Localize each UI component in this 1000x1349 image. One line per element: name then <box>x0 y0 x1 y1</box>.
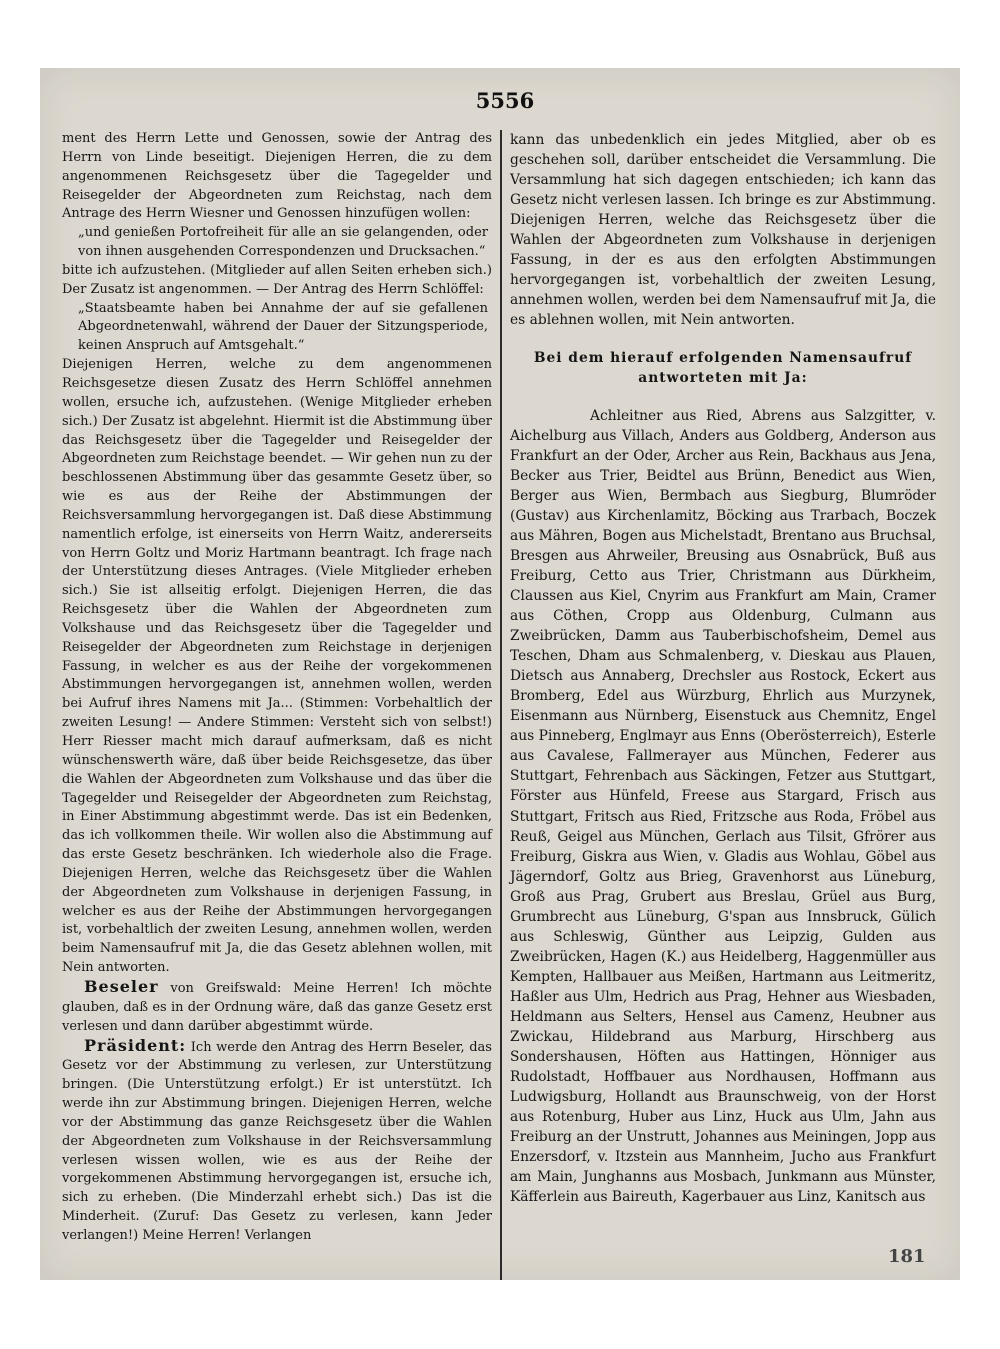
left-paragraph-3: Diejenigen Herren, welche zu dem angenommenen Reichsgesetze diesen Zusatz des Herrn Schlöffel annehmen wollen, ersuche ich, aufzustehen. (Wenige Mitglieder erheben sich.) Der Zusatz ist abgelehnt. Hiermit ist die Abstimmung über das Reichsgesetz über die Tagegelder und Reisegelder der Abgeordneten zum Reichstage beendet. — Wir gehen nun zu der beschlossenen Abstimmung über das gesammte Gesetz über, so wie es aus der Reihe der Abstimmungen der Reichsversammlung hervorgegangen ist. Daß diese Abstimmung namentlich erfolge, ist einerseits von Herrn Waitz, andererseits von Herrn Goltz und Moriz Hartmann beantragt. Ich frage nach der Unterstützung dieses Antrages. (Viele Mitglieder erheben sich.) Sie ist allseitig erfolgt. Diejenigen Herren, die das Reichsgesetz über die Wahlen der Abgeordneten zum Volkshause und das Reichsgesetz über die Tagegelder und Reisegelder der Abgeordneten zum Reichstage in derjenigen Fassung, in welcher es aus der Reihe der vorgekommenen Abstimmungen hervorgegangen ist, annehmen wollen, werden bei Aufruf ihres Namens mit Ja... (Stimmen: Vorbehaltlich der zweiten Lesung! — Andere Stimmen: Versteht sich von selbst!) Herr Riesser macht mich darauf aufmerksam, daß es nicht wünschenswerth wäre, daß über beide Reichsgesetze, das über die Wahlen der Abgeordneten zum Volkshause und das über die Tagegelder und Reisegelder der Abgeordneten zum Reichstag, in Einer Abstimmung abgestimmt werde. Das ist ein Bedenken, das ich vollkommen theile. Wir wollen also die Abstimmung auf das erste Gesetz beschränken. Ich wiederhole also die Frage. Diejenigen Herren, welche das Reichsgesetz über die Wahlen der Abgeordneten zum Volkshause in derjenigen Fassung, in welcher es aus der Reihe der Abstimmungen hervorgegangen ist, vorbehaltlich der zweiten Lesung, annehmen wollen, werden beim Namensaufruf mit Ja, die das Gesetz ablehnen wollen, mit Nein antworten. <box>62 357 492 976</box>
page-number: 5556 <box>475 88 535 113</box>
spacer <box>510 330 936 348</box>
beseler-text: von Greifswald: Meine Herren! Ich möchte glauben, daß es in der Ordnung wäre, daß das ganze Gesetz erst verlesen und dann darüber abgestimmt würde. <box>62 980 492 1034</box>
right-paragraph-1: kann das unbedenklich ein jedes Mitglied, aber ob es geschehen soll, darüber entscheidet die Versammlung. Die Versammlung hat sich dagegen entschieden; ich kann das Gesetz nicht verlesen lassen. Ich bringe es zur Abstimmung. Diejenigen Herren, welche das Reichsgesetz über die Wahlen der Abgeordneten zum Volkshause in derjenigen Fassung, in der es aus den erfolgten Abstimmungen hervorgegangen ist, vorbehaltlich der zweiten Lesung, annehmen wollen, werden bei dem Namensaufruf mit Ja, die es ablehnen wollen, mit Nein antworten. <box>510 132 936 329</box>
speaker-president: Präsident: <box>84 1035 187 1055</box>
quoted-amendment-portofreiheit: „und genießen Portofreiheit für alle an sie gelangenden, oder von ihnen ausgehenden Correspondenzen und Drucksachen.“ <box>78 225 488 260</box>
roll-call-heading: Bei dem hierauf erfolgenden Namensaufruf antworteten mit Ja: <box>533 350 913 387</box>
spacer <box>510 388 936 406</box>
right-column <box>510 130 936 1207</box>
president-text: Ich werde den Antrag des Herrn Beseler, das Gesetz vor der Abstimmung zu verlesen, zur Unterstützung bringen. (Die Unterstützung erfolgt.) Er ist unterstützt. Ich werde ihn zur Abstimmung bringen. Diejenigen Herren, welche vor der Abstimmung das ganze Reichsgesetz über die Wahlen der Abgeordneten zum Volkshause in der Reichsversammlung verlesen wissen wollen, wie es aus der Reihe der vorgekommenen Abstimmung hervorgegangen ist, ersuche ich, sich zu erheben. (Die Minderzahl erhebt sich.) Das ist die Minderheit. (Zuruf: Das Gesetz zu verlesen, kann Jeder verlangen!) Meine Herren! Verlangen <box>62 1039 492 1243</box>
left-paragraph-1: ment des Herrn Lette und Genossen, sowie der Antrag des Herrn von Linde beseitigt. Diejenigen Herren, die zu dem angenommenen Reichsgesetz über die Tagegelder und Reisegelder der Abgeordneten zum Reichstag, nach dem Antrage des Herrn Wiesner und Genossen hinzufügen wollen: <box>62 131 492 222</box>
left-paragraph-2: bitte ich aufzustehen. (Mitglieder auf allen Seiten erheben sich.) Der Zusatz ist angenommen. — Der Antrag des Herrn Schlöffel: <box>62 262 492 297</box>
quoted-amendment-staatsbeamte: „Staatsbeamte haben bei Annahme der auf sie gefallenen Abgeordnetenwahl, während der Dauer der Sitzungsperiode, keinen Anspruch auf Amtsgehalt.“ <box>78 300 488 354</box>
bottom-sheet-mark: 181 <box>888 1246 926 1267</box>
president-statement <box>62 1037 492 1246</box>
beseler-statement <box>62 978 492 1037</box>
column-divider <box>500 130 502 1280</box>
left-column <box>62 130 492 1246</box>
roll-call-names: Achleitner aus Ried, Abrens aus Salzgitter, v. Aichelburg aus Villach, Anders aus Goldberg, Anderson aus Frankfurt an der Oder, Archer aus Rein, Backhaus aus Jena, Becker aus Trier, Beidtel aus Brünn, Benedict aus Wien, Berger aus Wien, Bermbach aus Siegburg, Blumröder (Gustav) aus Kirchenlamitz, Böcking aus Trarbach, Boczek aus Mähren, Bogen aus Michelstadt, Brentano aus Bruchsal, Bresgen aus Ahrweiler, Breusing aus Osnabrück, Buß aus Freiburg, Cetto aus Trier, Christmann aus Dürkheim, Claussen aus Kiel, Cnyrim aus Frankfurt am Main, Cramer aus Cöthen, Cropp aus Oldenburg, Culmann aus Zweibrücken, Damm aus Tauberbischofsheim, Demel aus Teschen, Dham aus Schmalenberg, v. Dieskau aus Plauen, Dietsch aus Annaberg, Drechsler aus Rostock, Eckert aus Bromberg, Edel aus Würzburg, Ehrlich aus Murzynek, Eisenmann aus Nürnberg, Eisenstuck aus Chemnitz, Engel aus Pinneberg, Englmayr aus Enns (Oberösterreich), Esterle aus Cavalese, Fallmerayer aus München, Federer aus Stuttgart, Fehrenbach aus Säckingen, Fetzer aus Stuttgart, Förster aus Hünfeld, Freese aus Stargard, Frisch aus Stuttgart, Fritsch aus Ried, Fritzsche aus Roda, Fröbel aus Reuß, Geigel aus München, Gerlach aus Tilsit, Gfrörer aus Freiburg, Giskra aus Wien, v. Gladis aus Wohlau, Göbel aus Jägerndorf, Goltz aus Brieg, Gravenhorst aus Lüneburg, Groß aus Prag, Grubert aus Breslau, Grüel aus Burg, Grumbrecht aus Lüneburg, G'span aus Innsbruck, Gülich aus Schleswig, Günther aus Leipzig, Gulden aus Zweibrücken, Hagen (K.) aus Heidelberg, Haggenmüller aus Kempten, Hallbauer aus Meißen, Hartmann aus Leitmeritz, Haßler aus Ulm, Hedrich aus Prag, Hehner aus Wiesbaden, Heldmann aus Selters, Hensel aus Camenz, Heubner aus Zwickau, Hildebrand aus Marburg, Hirschberg aus Sondershausen, Höften aus Hattingen, Hönniger aus Rudolstadt, Hoffbauer aus Nordhausen, Hoffmann aus Ludwigsburg, Hollandt aus Braunschweig, von der Horst aus Rotenburg, Huber aus Linz, Huck aus Ulm, Jahn aus Freiburg an der Unstrutt, Johannes aus Meiningen, Jopp aus Enzersdorf, v. Itzstein aus Mannheim, Jucho aus Frankfurt am Main, Junghanns aus Mosbach, Junkmann aus Münster, Käfferlein aus Baireuth, Kagerbauer aus Linz, Kanitsch aus <box>510 408 936 1205</box>
speaker-beseler: Beseler <box>84 976 159 996</box>
